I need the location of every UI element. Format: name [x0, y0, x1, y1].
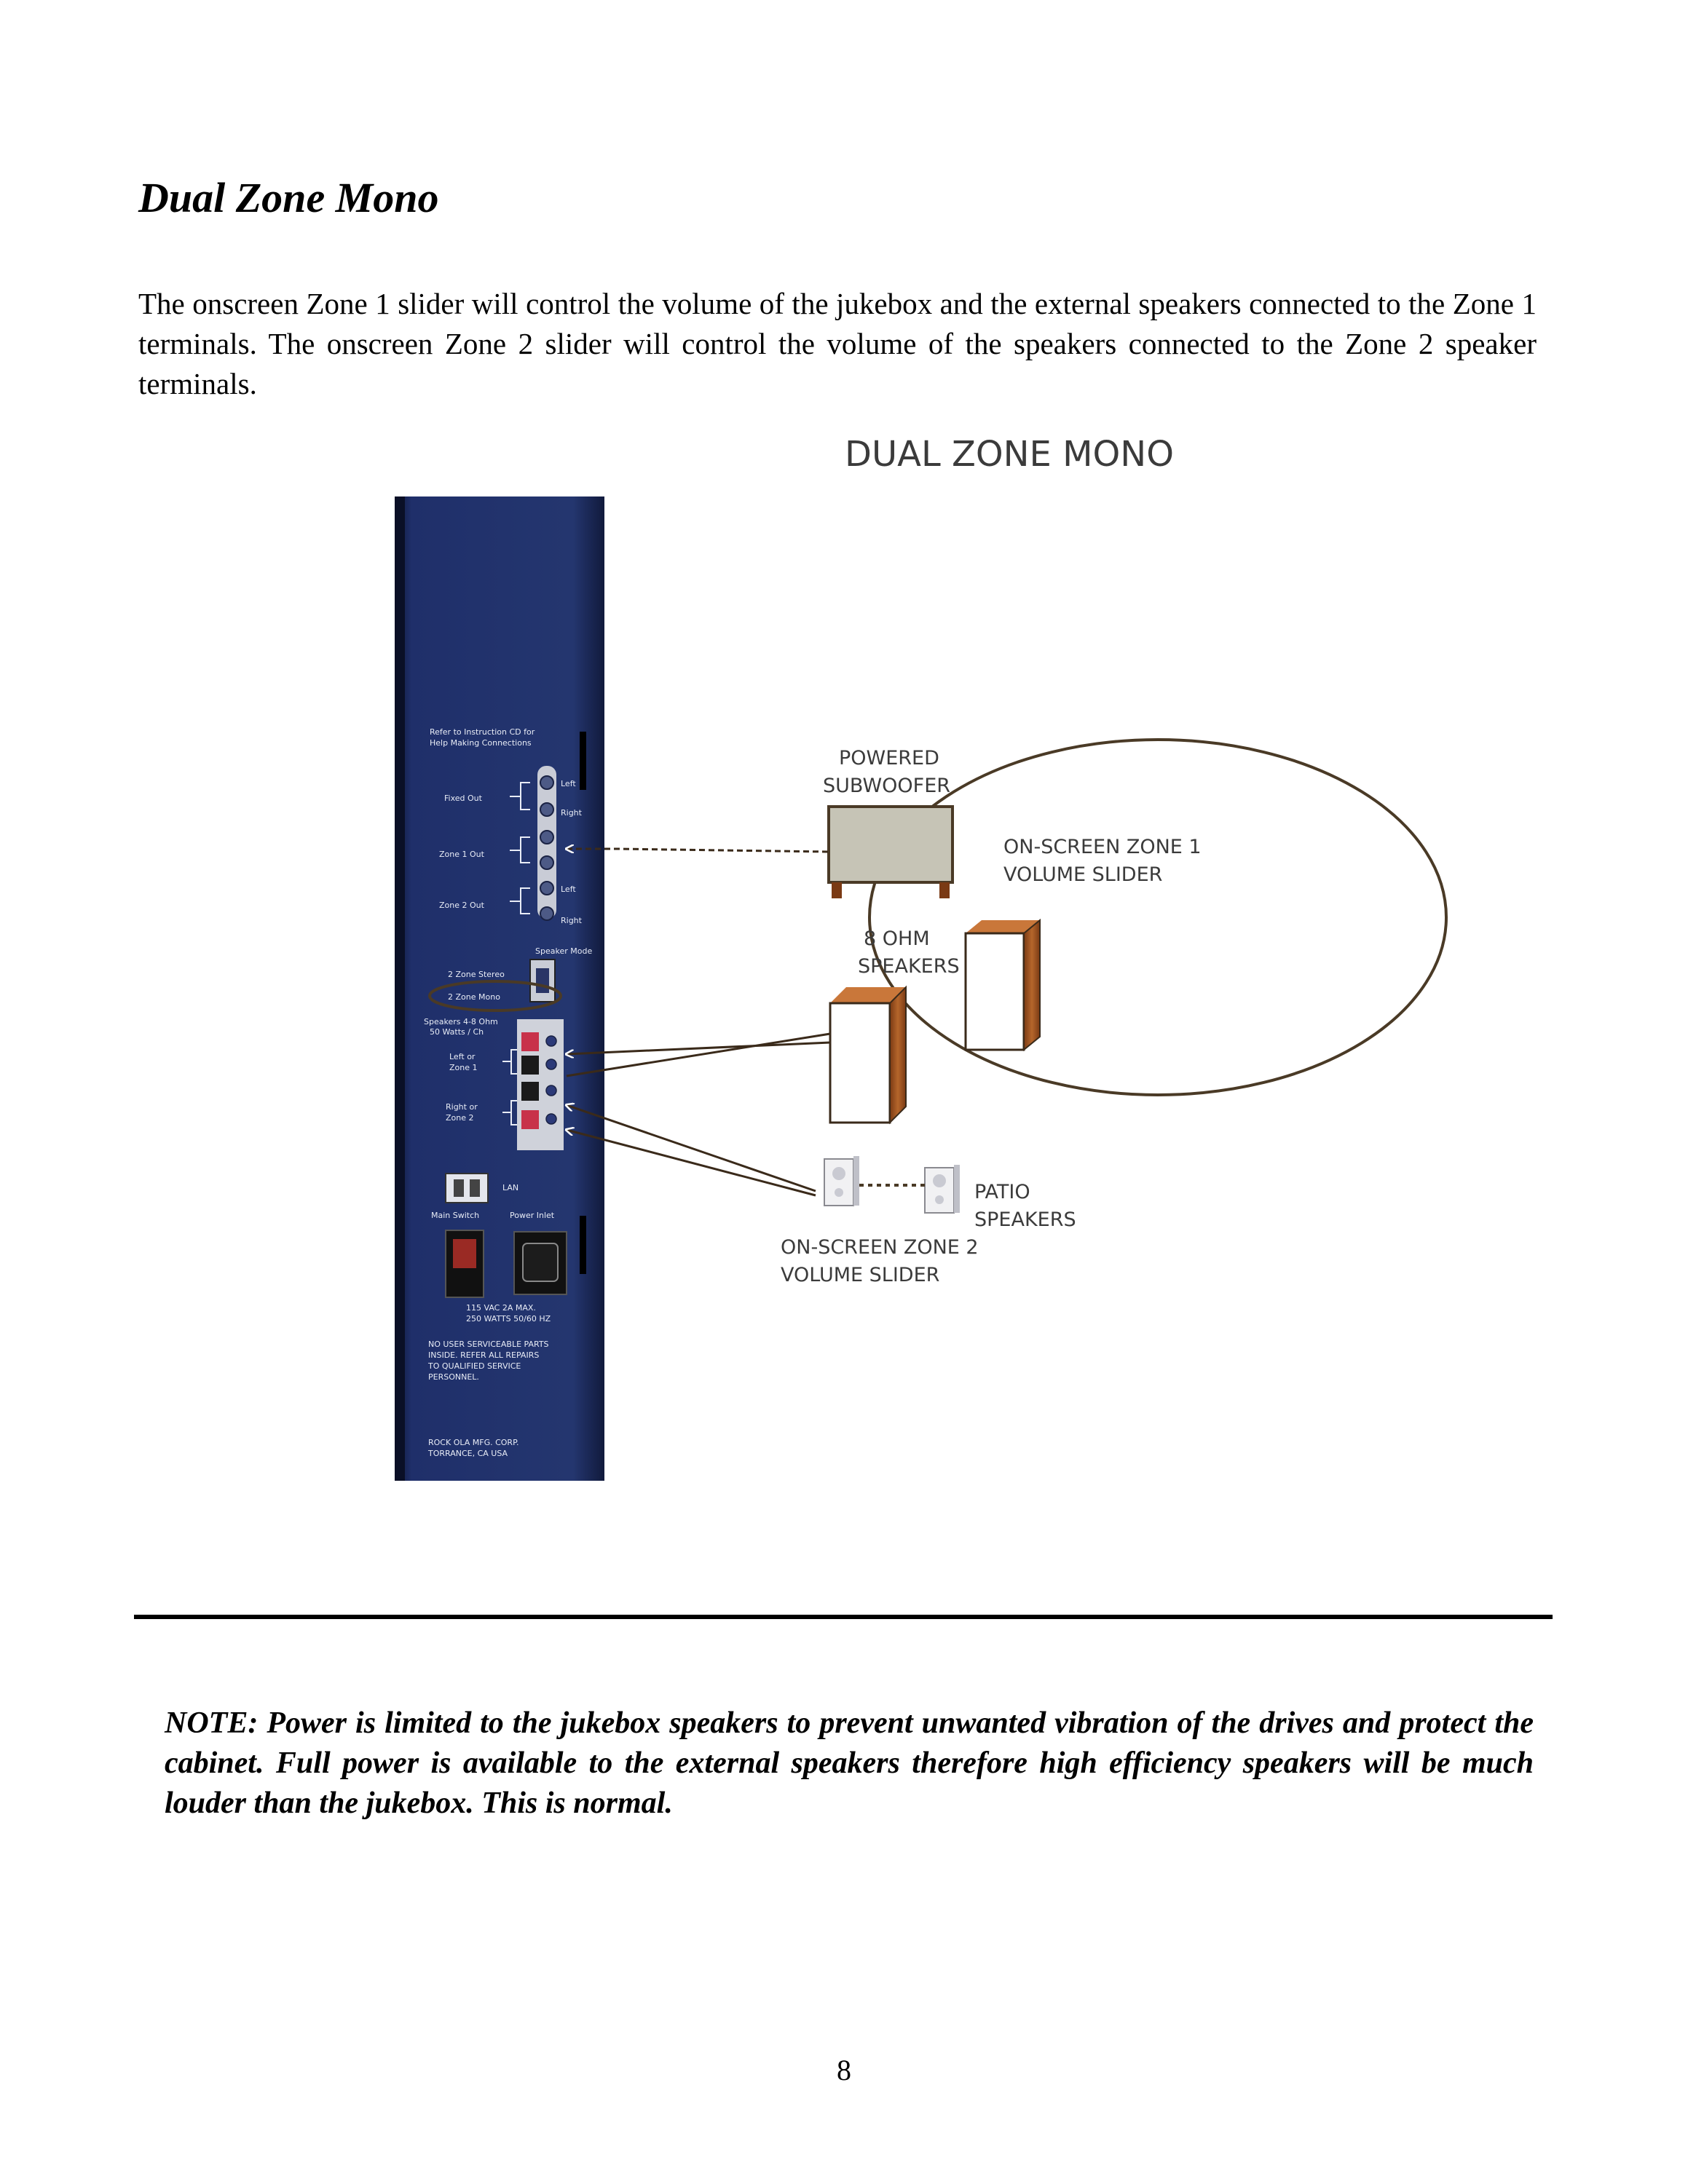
- left-zone1-terminal-connection: [567, 1042, 830, 1054]
- label-zone1-line1: ON-SCREEN ZONE 1: [1003, 836, 1202, 858]
- label-zone2-line1: ON-SCREEN ZONE 2: [781, 1236, 979, 1259]
- page-number: 8: [837, 2054, 851, 2086]
- zone1-out-connection: [567, 849, 829, 852]
- panel-two-zone-mono: 2 Zone Mono: [448, 992, 500, 1002]
- panel-speakers-line1: Speakers 4-8 Ohm: [424, 1017, 498, 1026]
- panel-main-switch: Main Switch: [431, 1211, 480, 1220]
- dual-zone-mono-diagram: [0, 408, 1688, 1500]
- panel-right-zone2-line2: Zone 2: [446, 1113, 474, 1123]
- note-paragraph: NOTE: Power is limited to the jukebox speakers to prevent unwanted vibration of the drives and protect the cabinet. Full power is available to the external speakers therefore high efficiency speakers will be much louder than the jukebox. This is normal.: [165, 1706, 1534, 1820]
- panel-left-2: Left: [561, 885, 576, 894]
- horizontal-rule: [134, 1615, 1553, 1619]
- panel-maker-line1: ROCK OLA MFG. CORP.: [428, 1438, 519, 1447]
- label-ohm-line2: SPEAKERS: [858, 955, 960, 978]
- section-heading: Dual Zone Mono: [138, 174, 439, 221]
- panel-right-zone2-line1: Right or: [446, 1102, 478, 1112]
- powered-subwoofer: [829, 807, 953, 898]
- label-ohm-line1: 8 OHM: [864, 927, 930, 950]
- panel-warning-line2: INSIDE. REFER ALL REPAIRS: [428, 1350, 540, 1360]
- zone1-ellipse: [869, 740, 1446, 1095]
- panel-left-1: Left: [561, 779, 576, 788]
- panel-warning-line3: TO QUALIFIED SERVICE: [428, 1361, 521, 1371]
- panel-header-line1: Refer to Instruction CD for: [430, 727, 535, 737]
- panel-speakers-line2: 50 Watts / Ch: [430, 1027, 484, 1037]
- label-patio-line2: SPEAKERS: [974, 1208, 1076, 1231]
- ohm-speaker-front: [830, 987, 906, 1123]
- label-subwoofer-line2: SUBWOOFER: [823, 775, 951, 797]
- panel-left-zone1-line1: Left or: [449, 1052, 476, 1061]
- panel-warning-line4: PERSONNEL.: [428, 1372, 479, 1382]
- panel-maker-line2: TORRANCE, CA USA: [428, 1449, 508, 1458]
- panel-right-1: Right: [561, 808, 582, 818]
- panel-fixed-out: Fixed Out: [444, 794, 482, 803]
- label-subwoofer-line1: POWERED: [839, 747, 939, 769]
- panel-zone1-out: Zone 1 Out: [439, 850, 484, 859]
- left-zone1-terminal-connection-2: [567, 1034, 830, 1076]
- panel-lan: LAN: [502, 1183, 519, 1192]
- panel-left-zone1-line2: Zone 1: [449, 1063, 478, 1072]
- connection-lines: [567, 849, 830, 1195]
- label-zone2-line2: VOLUME SLIDER: [781, 1264, 940, 1286]
- patio-speaker-left: [824, 1156, 859, 1206]
- panel-header-line2: Help Making Connections: [430, 738, 532, 748]
- panel-power-inlet: Power Inlet: [510, 1211, 555, 1220]
- panel-zone2-out: Zone 2 Out: [439, 901, 484, 910]
- patio-speaker-right: [925, 1165, 960, 1213]
- diagram-title: DUAL ZONE MONO: [845, 434, 1174, 475]
- ohm-speaker-back: [966, 920, 1040, 1050]
- jukebox-rear-panel: [395, 496, 604, 1481]
- panel-rating-line2: 250 WATTS 50/60 HZ: [466, 1314, 551, 1324]
- panel-two-zone-stereo: 2 Zone Stereo: [448, 970, 505, 979]
- panel-rating-line1: 115 VAC 2A MAX.: [466, 1303, 536, 1313]
- panel-warning-line1: NO USER SERVICEABLE PARTS: [428, 1340, 549, 1349]
- panel-speaker-mode: Speaker Mode: [535, 946, 593, 956]
- panel-right-2: Right: [561, 916, 582, 925]
- label-zone1-line2: VOLUME SLIDER: [1003, 863, 1163, 886]
- section-paragraph: The onscreen Zone 1 slider will control the volume of the jukebox and the external speakers connected to the Zone 1 terminals. The onscreen Zone 2 slider will control the volume of the speakers connected to the Zone 2 speaker terminals.: [138, 287, 1537, 400]
- lan-port: [446, 1174, 488, 1203]
- label-patio-line1: PATIO: [974, 1181, 1030, 1203]
